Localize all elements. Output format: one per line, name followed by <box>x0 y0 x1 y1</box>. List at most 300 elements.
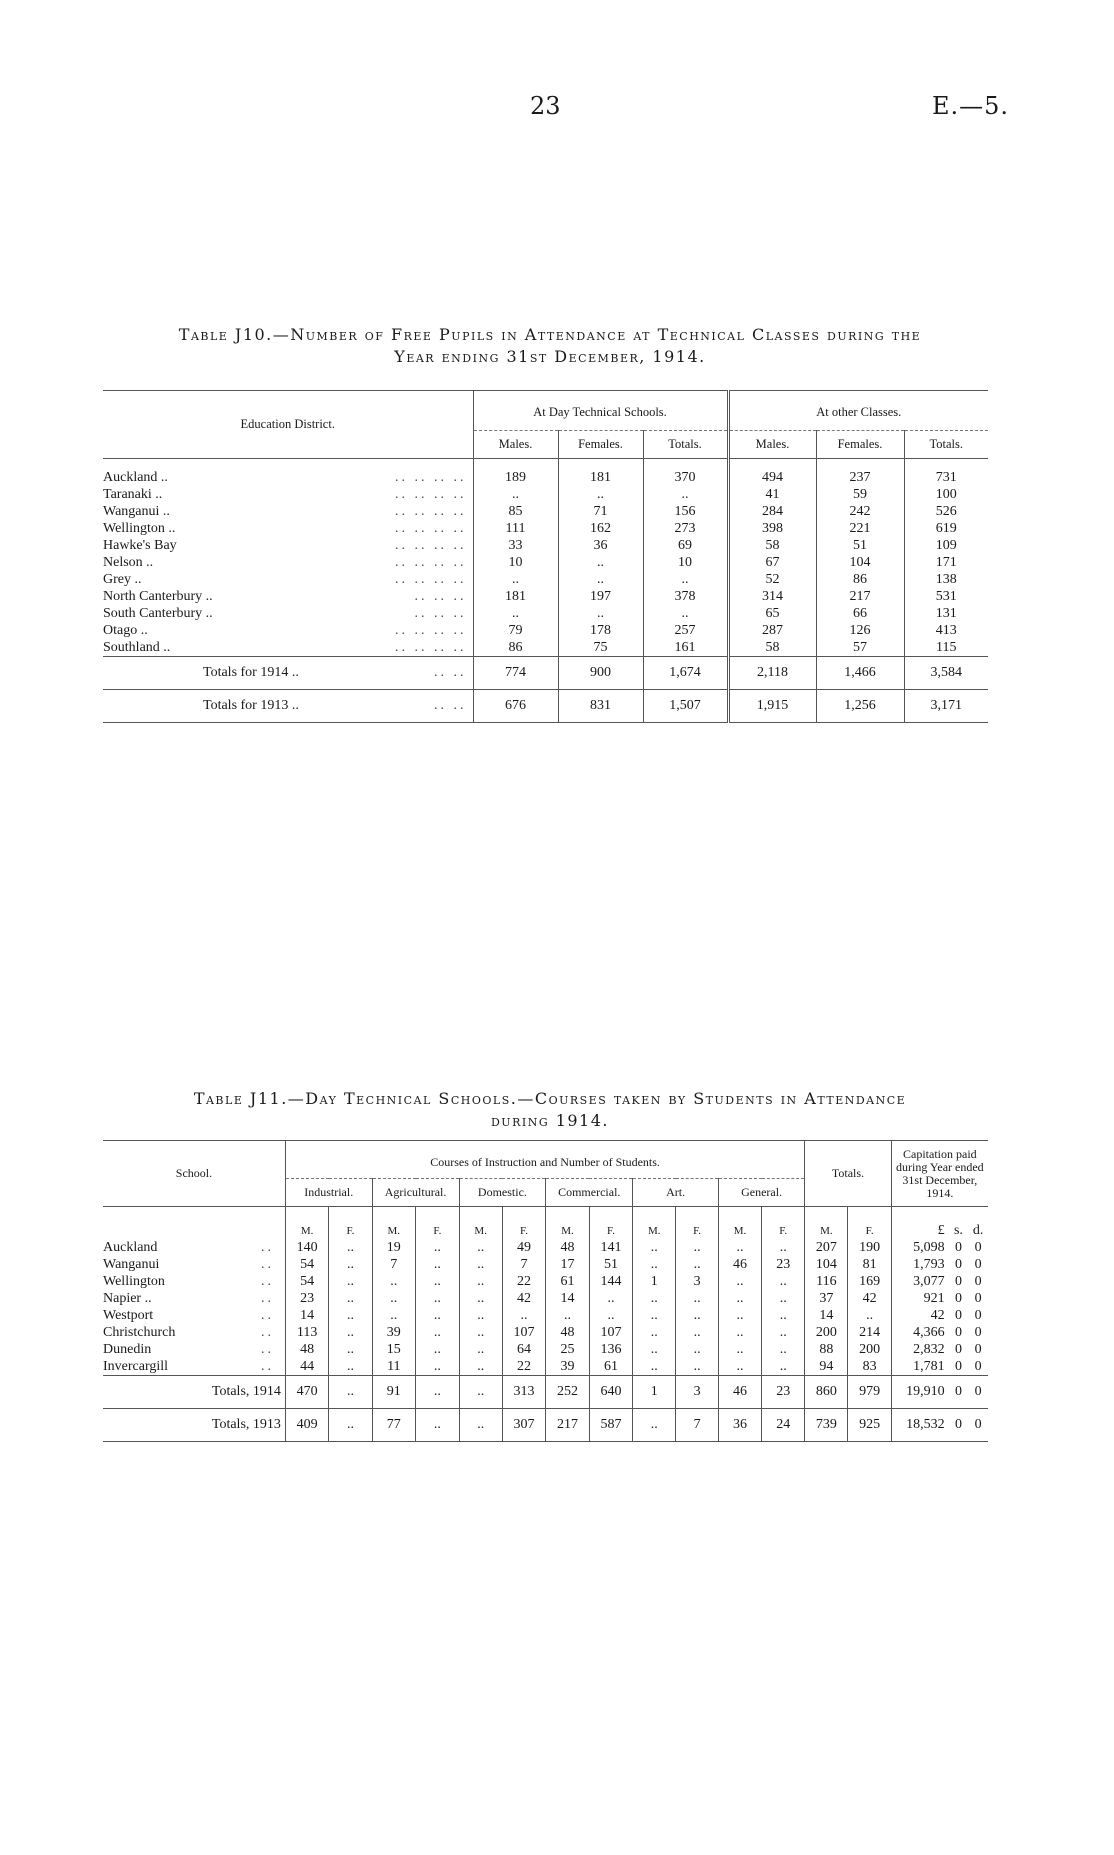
mf-label: M. <box>459 1207 502 1240</box>
value-cell: .. <box>372 1290 416 1307</box>
table-j11-caption-line1: Table J11.—Day Technical Schools.—Courses taken by Students in Attendance <box>193 1089 907 1108</box>
value-cell: 52 <box>728 571 816 588</box>
mf-label: M. <box>633 1207 676 1240</box>
district-name: Nelson .. <box>103 555 154 570</box>
district-name: Taranaki .. <box>103 487 163 502</box>
value-cell: 86 <box>816 571 904 588</box>
value-cell: 11 <box>372 1358 416 1376</box>
district-name: Grey .. <box>103 572 142 587</box>
money-cell: 5,098 <box>891 1239 948 1256</box>
value-cell: .. <box>762 1290 805 1307</box>
money-cell: 0 <box>954 1308 962 1323</box>
school-name: Napier .. <box>103 1291 152 1306</box>
district-name: Hawke's Bay <box>103 538 177 553</box>
total-value-cell: 640 <box>589 1376 633 1409</box>
value-cell: .. <box>416 1256 460 1273</box>
value-cell: 242 <box>816 503 904 520</box>
value-cell: 10 <box>643 554 728 571</box>
table-row <box>103 1273 988 1290</box>
mf-label: F. <box>676 1207 719 1240</box>
value-cell: 14 <box>805 1307 848 1324</box>
value-cell: 7 <box>502 1256 545 1273</box>
school-name: Wanganui <box>103 1257 160 1272</box>
table-row <box>103 1341 988 1358</box>
money-cell: 1,781 <box>891 1358 948 1376</box>
value-cell: 731 <box>904 469 988 486</box>
table-j10-head-day: At Day Technical Schools. <box>473 391 728 431</box>
value-cell: 42 <box>848 1290 891 1307</box>
value-cell: .. <box>718 1239 761 1256</box>
total-value-cell: 36 <box>718 1409 761 1442</box>
value-cell: .. <box>762 1324 805 1341</box>
document-reference: E.—5. <box>932 92 1010 120</box>
value-cell: .. <box>718 1358 761 1376</box>
value-cell: .. <box>558 605 643 622</box>
total-value-cell: 313 <box>502 1376 545 1409</box>
value-cell: .. <box>558 554 643 571</box>
value-cell: 61 <box>546 1273 590 1290</box>
value-cell: 314 <box>728 588 816 605</box>
value-cell: .. <box>633 1256 676 1273</box>
total-value-cell: .. <box>459 1376 502 1409</box>
money-cell: 0 <box>954 1291 962 1306</box>
value-cell: 39 <box>546 1358 590 1376</box>
value-cell: 42 <box>502 1290 545 1307</box>
value-cell: 36 <box>558 537 643 554</box>
table-j10-head-district: Education District. <box>103 391 473 459</box>
total-value-cell: .. <box>329 1376 372 1409</box>
leader-dots: .. <box>261 1257 275 1272</box>
table-j10-sub-females-day: Females. <box>558 431 643 459</box>
value-cell: 398 <box>728 520 816 537</box>
value-cell: .. <box>459 1290 502 1307</box>
leader-dots: .. .. .. .. <box>395 470 467 485</box>
value-cell: .. <box>546 1307 590 1324</box>
table-row <box>103 520 988 537</box>
leader-dots: .. .. .. .. <box>395 487 467 502</box>
district-cell <box>103 537 473 554</box>
mf-label: F. <box>502 1207 545 1240</box>
value-cell: .. <box>633 1239 676 1256</box>
value-cell: .. <box>762 1358 805 1376</box>
district-name: Wellington .. <box>103 521 176 536</box>
value-cell: 81 <box>848 1256 891 1273</box>
value-cell: .. <box>329 1341 372 1358</box>
value-cell: 10 <box>473 554 558 571</box>
total-value-cell: 24 <box>762 1409 805 1442</box>
value-cell: 57 <box>816 639 904 657</box>
total-value-cell: 1,674 <box>643 657 728 690</box>
money-cell: 0 <box>974 1274 982 1289</box>
value-cell: .. <box>502 1307 545 1324</box>
value-cell: 531 <box>904 588 988 605</box>
value-cell: .. <box>633 1324 676 1341</box>
table-row <box>103 571 988 588</box>
value-cell: .. <box>676 1324 719 1341</box>
leader-dots: .. .. .. .. <box>395 504 467 519</box>
value-cell: .. <box>633 1358 676 1376</box>
money-cell: 0 <box>974 1240 982 1255</box>
value-cell: 162 <box>558 520 643 537</box>
value-cell: 44 <box>285 1358 328 1376</box>
money-cell: 0 <box>974 1308 982 1323</box>
value-cell: 65 <box>728 605 816 622</box>
leader-dots: .. .. .. .. <box>395 538 467 553</box>
total-money-cell: 0 <box>954 1417 962 1432</box>
blank-cell <box>250 1207 285 1240</box>
value-cell: 48 <box>546 1239 590 1256</box>
value-cell: .. <box>762 1341 805 1358</box>
table-j10 <box>103 390 988 723</box>
value-cell: .. <box>762 1307 805 1324</box>
table-row <box>103 1239 988 1256</box>
total-value-cell: 925 <box>848 1409 891 1442</box>
district-name: Wanganui .. <box>103 504 170 519</box>
money-cell: 0 <box>974 1291 982 1306</box>
value-cell: 115 <box>904 639 988 657</box>
value-cell: .. <box>416 1324 460 1341</box>
value-cell: .. <box>762 1273 805 1290</box>
value-cell: .. <box>459 1341 502 1358</box>
money-cell: 1,793 <box>891 1256 948 1273</box>
total-value-cell: .. <box>633 1409 676 1442</box>
total-value-cell: 2,118 <box>728 657 816 690</box>
mf-label: F. <box>848 1207 891 1240</box>
value-cell: 284 <box>728 503 816 520</box>
total-value-cell: .. <box>329 1409 372 1442</box>
value-cell: 526 <box>904 503 988 520</box>
money-cell: 921 <box>891 1290 948 1307</box>
value-cell: 178 <box>558 622 643 639</box>
money-cell: 42 <box>891 1307 948 1324</box>
value-cell: .. <box>589 1290 633 1307</box>
total-value-cell: 91 <box>372 1376 416 1409</box>
district-cell <box>103 503 473 520</box>
value-cell: 3 <box>676 1273 719 1290</box>
value-cell: 15 <box>372 1341 416 1358</box>
leader-dots: .. .. .. .. <box>395 521 467 536</box>
mf-label: F. <box>329 1207 372 1240</box>
value-cell: .. <box>329 1358 372 1376</box>
value-cell: 94 <box>805 1358 848 1376</box>
value-cell: 161 <box>643 639 728 657</box>
table-row <box>103 537 988 554</box>
value-cell: 67 <box>728 554 816 571</box>
value-cell: .. <box>676 1290 719 1307</box>
value-cell: .. <box>676 1239 719 1256</box>
table-j11-head-school: School. <box>103 1141 285 1207</box>
value-cell: 109 <box>904 537 988 554</box>
totals-label: Totals for 1913 .. <box>203 698 299 713</box>
value-cell: .. <box>416 1290 460 1307</box>
district-cell <box>103 520 473 537</box>
total-value-cell: 470 <box>285 1376 328 1409</box>
table-row <box>103 1307 988 1324</box>
table-j10-spacer <box>103 459 988 470</box>
value-cell: 370 <box>643 469 728 486</box>
total-value-cell: .. <box>416 1376 460 1409</box>
value-cell: .. <box>718 1273 761 1290</box>
value-cell: 378 <box>643 588 728 605</box>
value-cell: 494 <box>728 469 816 486</box>
total-value-cell: 23 <box>762 1376 805 1409</box>
value-cell: 190 <box>848 1239 891 1256</box>
district-cell <box>103 622 473 639</box>
totals-row <box>103 690 988 723</box>
table-row <box>103 1256 988 1273</box>
leader-dots: .. <box>261 1240 275 1255</box>
table-j11-caption <box>110 1088 990 1132</box>
value-cell: .. <box>329 1290 372 1307</box>
money-cell: 0 <box>974 1325 982 1340</box>
leader-dots: .. .. .. <box>414 606 467 621</box>
value-cell: 140 <box>285 1239 328 1256</box>
value-cell: 619 <box>904 520 988 537</box>
district-name: Auckland .. <box>103 470 168 485</box>
value-cell: 1 <box>633 1273 676 1290</box>
value-cell: 100 <box>904 486 988 503</box>
table-j10-sub-males-day: Males. <box>473 431 558 459</box>
value-cell: .. <box>416 1273 460 1290</box>
value-cell: 169 <box>848 1273 891 1290</box>
totals-row <box>103 657 988 690</box>
total-money-cell: 0 <box>974 1417 982 1432</box>
value-cell: 257 <box>643 622 728 639</box>
value-cell: .. <box>473 571 558 588</box>
value-cell: .. <box>459 1239 502 1256</box>
value-cell: .. <box>416 1341 460 1358</box>
total-value-cell: 3,171 <box>904 690 988 723</box>
value-cell: .. <box>459 1324 502 1341</box>
total-value-cell: .. <box>416 1409 460 1442</box>
district-cell <box>103 605 473 622</box>
value-cell: .. <box>676 1341 719 1358</box>
school-name: Wellington <box>103 1274 165 1289</box>
leader-dots: .. .. .. .. <box>395 623 467 638</box>
totals-label: Totals, 1913 <box>211 1417 281 1432</box>
value-cell: .. <box>643 571 728 588</box>
district-name: Southland .. <box>103 640 171 655</box>
money-cell: 0 <box>954 1274 962 1289</box>
value-cell: 51 <box>589 1256 633 1273</box>
value-cell: 39 <box>372 1324 416 1341</box>
value-cell: 66 <box>816 605 904 622</box>
value-cell: 197 <box>558 588 643 605</box>
table-row <box>103 469 988 486</box>
value-cell: .. <box>718 1341 761 1358</box>
total-value-cell: 1,507 <box>643 690 728 723</box>
value-cell: .. <box>718 1324 761 1341</box>
value-cell: .. <box>329 1307 372 1324</box>
value-cell: .. <box>676 1307 719 1324</box>
value-cell: .. <box>473 605 558 622</box>
table-j11-group-art: Art. <box>633 1179 719 1207</box>
table-j11 <box>103 1140 988 1442</box>
value-cell: 51 <box>816 537 904 554</box>
total-value-cell: 774 <box>473 657 558 690</box>
mf-label: M. <box>805 1207 848 1240</box>
value-cell: 113 <box>285 1324 328 1341</box>
value-cell: 214 <box>848 1324 891 1341</box>
leader-dots: .. <box>261 1291 275 1306</box>
value-cell: 69 <box>643 537 728 554</box>
total-value-cell: 1,915 <box>728 690 816 723</box>
table-row <box>103 503 988 520</box>
page-number: 23 <box>530 92 561 120</box>
table-row <box>103 639 988 657</box>
money-unit-label: d. <box>972 1223 984 1238</box>
value-cell: 19 <box>372 1239 416 1256</box>
total-value-cell: 900 <box>558 657 643 690</box>
mf-label: F. <box>589 1207 633 1240</box>
table-row <box>103 605 988 622</box>
value-cell: 273 <box>643 520 728 537</box>
table-j11-head-capitation: Capitation paid during Year ended 31st December, 1914. <box>891 1141 988 1207</box>
table-j10-head-other: At other Classes. <box>728 391 988 431</box>
money-cell: 0 <box>954 1240 962 1255</box>
value-cell: 287 <box>728 622 816 639</box>
value-cell: 207 <box>805 1239 848 1256</box>
table-j10-sub-totals-other: Totals. <box>904 431 988 459</box>
total-value-cell: 979 <box>848 1376 891 1409</box>
table-j11-group-general: General. <box>718 1179 804 1207</box>
district-cell <box>103 639 473 657</box>
blank-cell <box>103 1207 250 1240</box>
table-row <box>103 486 988 503</box>
value-cell: 7 <box>372 1256 416 1273</box>
value-cell: 14 <box>285 1307 328 1324</box>
total-value-cell: 831 <box>558 690 643 723</box>
value-cell: 22 <box>502 1273 545 1290</box>
value-cell: 79 <box>473 622 558 639</box>
total-value-cell: 1,466 <box>816 657 904 690</box>
district-cell <box>103 486 473 503</box>
total-value-cell: 739 <box>805 1409 848 1442</box>
value-cell: .. <box>416 1358 460 1376</box>
value-cell: .. <box>459 1256 502 1273</box>
value-cell: .. <box>329 1256 372 1273</box>
value-cell: 17 <box>546 1256 590 1273</box>
total-money-cell: 0 <box>954 1384 962 1399</box>
value-cell: 75 <box>558 639 643 657</box>
school-name: Westport <box>103 1308 154 1323</box>
money-cell: 4,366 <box>891 1324 948 1341</box>
mf-label: M. <box>718 1207 761 1240</box>
money-cell: 0 <box>974 1257 982 1272</box>
value-cell: .. <box>459 1307 502 1324</box>
money-cell: 2,832 <box>891 1341 948 1358</box>
value-cell: 104 <box>805 1256 848 1273</box>
value-cell: 221 <box>816 520 904 537</box>
total-value-cell: 1,256 <box>816 690 904 723</box>
value-cell: 58 <box>728 537 816 554</box>
value-cell: .. <box>416 1239 460 1256</box>
total-money-cell: 18,532 <box>891 1409 948 1442</box>
value-cell: .. <box>372 1273 416 1290</box>
value-cell: 111 <box>473 520 558 537</box>
value-cell: 88 <box>805 1341 848 1358</box>
table-row <box>103 1324 988 1341</box>
value-cell: .. <box>416 1307 460 1324</box>
school-name: Dunedin <box>103 1342 152 1357</box>
mf-label: F. <box>416 1207 460 1240</box>
value-cell: .. <box>676 1256 719 1273</box>
value-cell: 144 <box>589 1273 633 1290</box>
value-cell: 86 <box>473 639 558 657</box>
money-unit-label: £ <box>891 1207 948 1240</box>
value-cell: 138 <box>904 571 988 588</box>
value-cell: 189 <box>473 469 558 486</box>
district-name: Otago .. <box>103 623 148 638</box>
value-cell: 126 <box>816 622 904 639</box>
table-row <box>103 588 988 605</box>
value-cell: .. <box>372 1307 416 1324</box>
total-value-cell: 217 <box>546 1409 590 1442</box>
value-cell: .. <box>718 1307 761 1324</box>
value-cell: .. <box>473 486 558 503</box>
value-cell: 33 <box>473 537 558 554</box>
value-cell: 58 <box>728 639 816 657</box>
leader-dots: .. <box>261 1325 275 1340</box>
value-cell: 25 <box>546 1341 590 1358</box>
value-cell: 23 <box>285 1290 328 1307</box>
value-cell: 200 <box>805 1324 848 1341</box>
value-cell: 413 <box>904 622 988 639</box>
value-cell: 181 <box>558 469 643 486</box>
value-cell: 54 <box>285 1273 328 1290</box>
value-cell: .. <box>633 1307 676 1324</box>
total-value-cell: 77 <box>372 1409 416 1442</box>
value-cell: 107 <box>589 1324 633 1341</box>
value-cell: 217 <box>816 588 904 605</box>
total-money-cell: 19,910 <box>891 1376 948 1409</box>
table-j11-mf-header-row <box>103 1207 988 1240</box>
district-cell <box>103 571 473 588</box>
table-j11-head-courses: Courses of Instruction and Number of Students. <box>285 1141 804 1179</box>
value-cell: 136 <box>589 1341 633 1358</box>
table-j11-head-totals: Totals. <box>805 1141 891 1207</box>
total-value-cell: 46 <box>718 1376 761 1409</box>
school-name: Invercargill <box>103 1359 169 1374</box>
value-cell: .. <box>718 1290 761 1307</box>
table-row <box>103 622 988 639</box>
totals-label-cell <box>103 657 473 690</box>
value-cell: .. <box>762 1239 805 1256</box>
leader-dots: .. <box>261 1308 275 1323</box>
value-cell: .. <box>633 1290 676 1307</box>
school-name: Auckland <box>103 1240 158 1255</box>
value-cell: 23 <box>762 1256 805 1273</box>
money-unit-label: s. <box>953 1223 963 1238</box>
total-value-cell: 252 <box>546 1376 590 1409</box>
value-cell: 181 <box>473 588 558 605</box>
total-value-cell: 676 <box>473 690 558 723</box>
district-cell <box>103 469 473 486</box>
table-j10-caption <box>90 324 1010 368</box>
money-cell: 0 <box>974 1359 982 1374</box>
mf-label: F. <box>762 1207 805 1240</box>
value-cell: 61 <box>589 1358 633 1376</box>
leader-dots: .. <box>261 1342 275 1357</box>
district-name: South Canterbury .. <box>103 606 213 621</box>
total-value-cell: 860 <box>805 1376 848 1409</box>
totals-row <box>103 1409 988 1442</box>
money-cell: 0 <box>954 1325 962 1340</box>
value-cell: 104 <box>816 554 904 571</box>
money-cell: 0 <box>954 1359 962 1374</box>
value-cell: 48 <box>285 1341 328 1358</box>
value-cell: 37 <box>805 1290 848 1307</box>
